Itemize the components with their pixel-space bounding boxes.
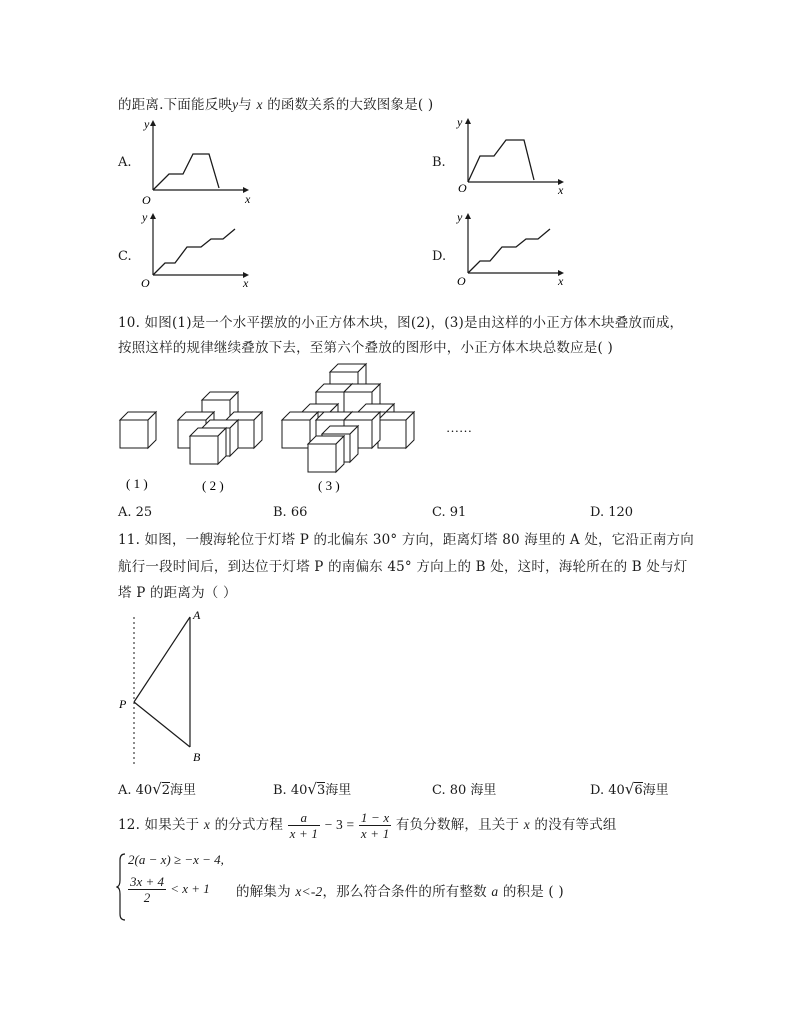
left-brace-icon (116, 852, 126, 922)
q9-option-d-label[interactable]: D. (432, 249, 447, 264)
q12-solution-text: 的解集为 x<-2，那么符合条件的所有整数 a 的积是 ( ) (236, 884, 564, 900)
q9-option-a-label[interactable]: A. (118, 155, 132, 170)
q9-c-origin: O (141, 276, 150, 290)
fig3-label: ( 3 ) (318, 478, 340, 493)
q9-a-y-label: y (144, 117, 150, 131)
q9-graph-a (135, 112, 265, 207)
q12-inequality-system (116, 852, 236, 922)
q9-a-x-label: x (245, 192, 251, 206)
q10-option-c[interactable]: C. 91 (432, 505, 467, 520)
q10-cube-figures (112, 360, 492, 500)
q9-stem: 的距离.下面能反映y与 x 的函数关系的大致图象是( ) (118, 97, 434, 113)
q9-option-c-label[interactable]: C. (118, 249, 132, 264)
q9-graph-b (450, 112, 580, 197)
q11-option-c[interactable]: C. 80 海里 (432, 783, 497, 798)
q9-d-x-label: x (558, 274, 564, 288)
q10-stem-line1: 10. 如图(1)是一个水平摆放的小正方体木块，图(2)，(3)是由这样的小正方体木块叠放而成， (118, 315, 684, 331)
q11-option-b[interactable]: B. 40√3海里 (273, 780, 352, 798)
fig1-cube (120, 412, 156, 448)
fig3-cube (308, 436, 344, 472)
fig3-cube (378, 412, 414, 448)
q9-graph-d (450, 207, 580, 292)
continuation-ellipsis: …… (446, 420, 472, 435)
q11-stem-line1: 11. 如图，一艘海轮位于灯塔 P 的北偏东 30° 方向，距离灯塔 80 海里的 A 处，它沿正南方向 (118, 532, 694, 548)
q9-c-y-label: y (142, 210, 148, 224)
inequality-2: $\frac{3x + 4}{2}$ < x + 1 (130, 874, 210, 905)
q11-stem-line2: 航行一段时间后，到达位于灯塔 P 的南偏东 45° 方向上的 B 处，这时，海轮所在的 B 处与灯 (118, 559, 688, 575)
q11-stem-line3: 塔 P 的距离为（ ） (118, 585, 237, 601)
q9-a-origin: O (142, 193, 151, 207)
q10-option-b[interactable]: B. 66 (273, 505, 308, 520)
q12-stem: 12. 如果关于 x 的分式方程 $\frac{a}{x + 1}$ − 3 = $\frac{1 - x}{x + 1}$ 有负分数解，且关于 x 的没有等式组 (118, 810, 617, 841)
q10-option-d[interactable]: D. 120 (590, 505, 634, 520)
q10-stem-line2: 按照这样的规律继续叠放下去，至第六个叠放的图形中，小正方体木块总数应是( ) (118, 340, 613, 356)
q9-option-b-label[interactable]: B. (432, 155, 446, 170)
point-p-label: P (119, 697, 127, 711)
point-a-label: A (193, 608, 201, 622)
q9-d-y-label: y (457, 210, 463, 224)
q9-d-origin: O (457, 274, 466, 288)
q9-b-y-label: y (457, 115, 463, 129)
fig1-label: ( 1 ) (126, 476, 148, 491)
fig2-cube-front (190, 428, 226, 464)
point-b-label: B (193, 750, 201, 764)
q11-option-a[interactable]: A. 40√2海里 (118, 780, 197, 798)
q10-option-a[interactable]: A. 25 (118, 505, 153, 520)
q9-graph-c (135, 207, 265, 292)
q9-b-x-label: x (558, 183, 564, 197)
inequality-1: 2(a − x) ≥ −x − 4, (128, 852, 224, 867)
fraction-a-over-x1: $\frac{a}{x + 1}$ (289, 810, 319, 841)
fraction-1mx-over-x1: $\frac{1 - x}{x + 1}$ (360, 810, 390, 841)
fig2-label: ( 2 ) (202, 478, 224, 493)
q9-b-origin: O (458, 181, 467, 195)
q11-triangle-diagram (112, 605, 222, 770)
q9-c-x-label: x (243, 276, 249, 290)
q11-option-d[interactable]: D. 40√6海里 (590, 780, 669, 798)
